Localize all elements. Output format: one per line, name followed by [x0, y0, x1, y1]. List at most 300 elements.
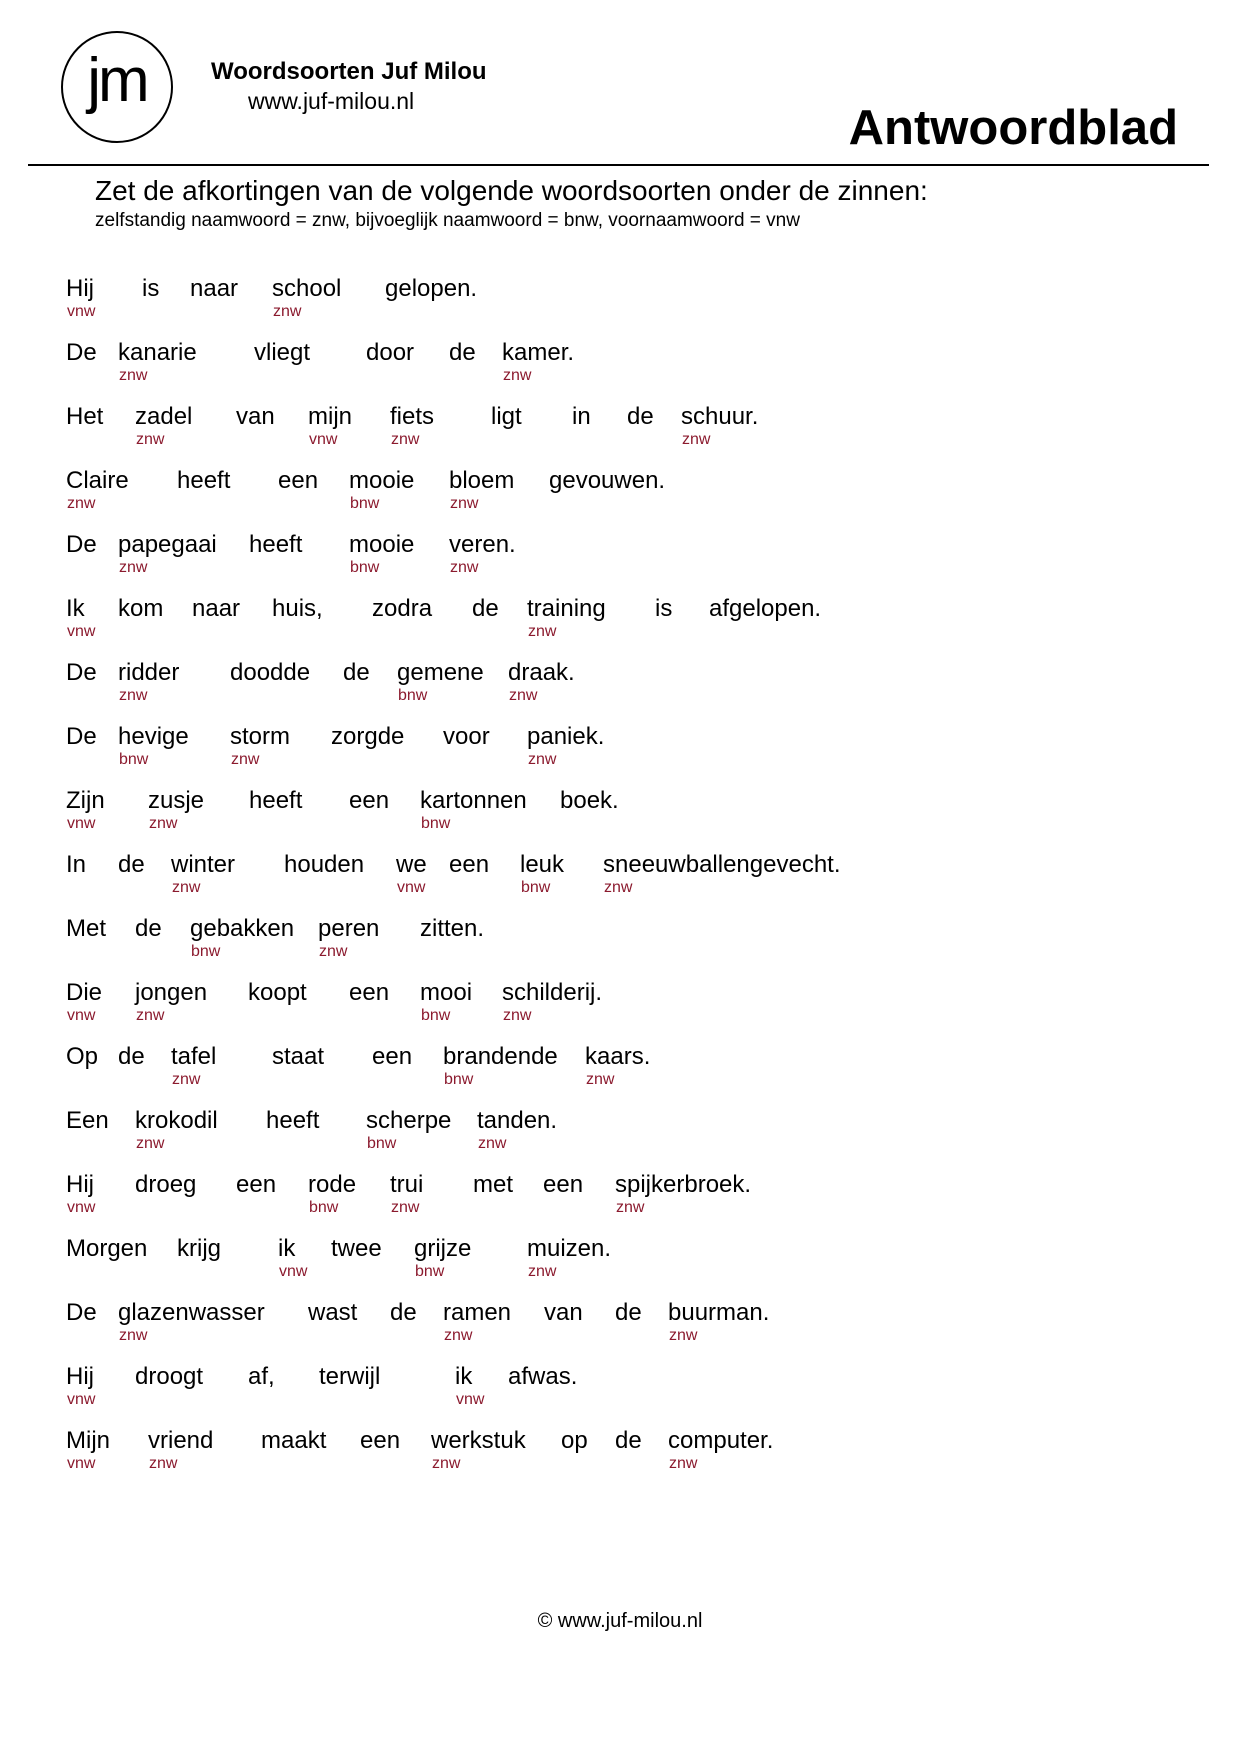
sentence-word [177, 467, 230, 495]
word-text: scherpe [366, 1107, 452, 1134]
sentence-word [366, 339, 414, 367]
word-text: een [236, 1171, 277, 1198]
word-text: de [390, 1299, 417, 1326]
word-text: Zijn [66, 787, 105, 814]
sentence-word [66, 1171, 95, 1217]
sentence-word [615, 1299, 642, 1327]
word-type-tag: bnw [421, 815, 451, 832]
sentence-word [331, 1235, 382, 1263]
word-text: kamer. [502, 339, 575, 366]
sentence-row [0, 979, 1240, 1043]
word-type-tag: znw [172, 879, 201, 896]
sentence-word [236, 403, 275, 431]
word-text: spijkerbroek. [615, 1171, 752, 1198]
sentence-word [431, 1427, 526, 1473]
sentence-row [0, 1427, 1240, 1491]
sentence-word [266, 1107, 319, 1135]
word-type-tag: znw [450, 559, 479, 576]
word-text: kom [118, 595, 164, 622]
word-text: zodra [372, 595, 433, 622]
sentence-word [230, 723, 290, 769]
footer-copyright: © www.juf-milou.nl [537, 1610, 703, 1632]
word-text: Met [66, 915, 107, 942]
word-text: de [627, 403, 654, 430]
word-type-tag: vnw [67, 1007, 96, 1024]
sentence-word [248, 979, 307, 1007]
sentence-row [0, 339, 1240, 403]
word-text: zusje [148, 787, 205, 814]
sentence-word [372, 1043, 412, 1071]
word-text: krijg [177, 1235, 222, 1262]
sentence-word [603, 851, 841, 897]
site-title: Woordsoorten Juf Milou [211, 58, 487, 85]
sentence-word [308, 403, 352, 449]
word-text: Hij [66, 275, 94, 302]
sentence-word [66, 851, 86, 879]
word-text: gelopen. [385, 275, 478, 302]
sentence-word [248, 1363, 275, 1391]
sentence-word [118, 339, 197, 385]
sentence-word [66, 1107, 109, 1135]
sentence-word [420, 915, 484, 943]
word-text: school [272, 275, 342, 302]
sentence-word [318, 915, 379, 961]
word-type-tag: znw [669, 1327, 698, 1344]
word-text: tanden. [477, 1107, 558, 1134]
sentence-word [420, 787, 527, 833]
sentence-word [177, 1235, 221, 1263]
word-text: de [472, 595, 499, 622]
word-text: ligt [491, 403, 522, 430]
sentence-row [0, 787, 1240, 851]
sentence-row [0, 467, 1240, 531]
word-text: wast [308, 1299, 358, 1326]
sentence-row [0, 275, 1240, 339]
word-text: De [66, 723, 97, 750]
word-text: Claire [66, 467, 129, 494]
word-type-tag: znw [682, 431, 711, 448]
word-text: De [66, 531, 97, 558]
word-text: Een [66, 1107, 109, 1134]
word-text: we [396, 851, 427, 878]
word-type-tag: znw [319, 943, 348, 960]
sentence-word [520, 851, 564, 897]
word-text: een [349, 979, 390, 1006]
sentence-word [472, 595, 499, 623]
word-type-tag: znw [136, 1135, 165, 1152]
word-text: houden [284, 851, 365, 878]
sentence-row [0, 531, 1240, 595]
sentence-word [66, 1235, 147, 1263]
logo-text: jm [87, 46, 147, 115]
sentence-word [668, 1427, 773, 1473]
word-text: Mijn [66, 1427, 111, 1454]
sentence-word [118, 1043, 145, 1071]
word-type-tag: bnw [398, 687, 428, 704]
sentence-word [66, 787, 105, 833]
sentence-word [192, 595, 240, 623]
word-text: maakt [261, 1427, 327, 1454]
word-type-tag: znw [444, 1327, 473, 1344]
sentence-list [0, 275, 1240, 1475]
word-text: ridder [118, 659, 180, 686]
sentence-word [397, 659, 484, 705]
word-text: gebakken [190, 915, 295, 942]
sentence-word [527, 595, 606, 641]
word-text: Hij [66, 1171, 94, 1198]
word-text: Hij [66, 1363, 94, 1390]
sentence-word [449, 339, 476, 367]
word-type-tag: znw [172, 1071, 201, 1088]
sentence-word [443, 1299, 511, 1345]
sentence-word [249, 531, 302, 559]
word-text: de [615, 1299, 642, 1326]
word-text: schuur. [681, 403, 759, 430]
sentence-word [319, 1363, 380, 1391]
word-text: trui [390, 1171, 424, 1198]
sentence-word [561, 1427, 588, 1455]
word-text: peren [318, 915, 380, 942]
word-type-tag: znw [586, 1071, 615, 1088]
word-text: droogt [135, 1363, 204, 1390]
word-text: van [236, 403, 275, 430]
word-type-tag: znw [604, 879, 633, 896]
word-text: Op [66, 1043, 99, 1070]
word-text: heeft [177, 467, 231, 494]
word-text: koopt [248, 979, 307, 1006]
word-text: grijze [414, 1235, 472, 1262]
sentence-word [585, 1043, 650, 1089]
word-type-tag: bnw [415, 1263, 445, 1280]
sentence-word [236, 1171, 276, 1199]
sentence-word [272, 1043, 324, 1071]
sentence-word [66, 1427, 110, 1473]
sentence-word [349, 531, 414, 577]
word-type-tag: znw [432, 1455, 461, 1472]
sentence-word [118, 595, 163, 623]
sentence-word [473, 1171, 513, 1199]
sentence-word [449, 467, 514, 513]
sentence-row [0, 915, 1240, 979]
word-text: kaars. [585, 1043, 651, 1070]
sentence-word [118, 531, 217, 577]
word-text: doodde [230, 659, 311, 686]
word-text: door [366, 339, 415, 366]
sentence-word [190, 915, 294, 961]
abbreviation-legend: zelfstandig naamwoord = znw, bijvoeglijk naamwoord = bnw, voornaamwoord = vnw [95, 210, 800, 231]
word-type-tag: znw [119, 559, 148, 576]
word-type-tag: bnw [119, 751, 149, 768]
sentence-word [477, 1107, 557, 1153]
word-text: zitten. [420, 915, 485, 942]
word-text: rode [308, 1171, 357, 1198]
word-text: ramen [443, 1299, 512, 1326]
sentence-word [135, 915, 162, 943]
word-text: Morgen [66, 1235, 148, 1262]
word-text: afwas. [508, 1363, 578, 1390]
word-type-tag: vnw [397, 879, 426, 896]
word-text: buurman. [668, 1299, 770, 1326]
instruction-text: Zet de afkortingen van de volgende woordsoorten onder de zinnen: [95, 175, 928, 206]
word-type-tag: vnw [67, 1391, 96, 1408]
word-text: paniek. [527, 723, 605, 750]
sentence-word [449, 531, 516, 577]
sentence-word [148, 1427, 213, 1473]
sentence-row [0, 851, 1240, 915]
sentence-word [527, 723, 604, 769]
word-text: Die [66, 979, 103, 1006]
sentence-word [331, 723, 404, 751]
sentence-word [66, 723, 97, 751]
word-text: een [360, 1427, 401, 1454]
word-text: naar [192, 595, 241, 622]
word-text: draak. [508, 659, 575, 686]
word-text: werkstuk [431, 1427, 526, 1454]
sentence-word [508, 659, 575, 705]
sentence-word [360, 1427, 400, 1455]
word-text: tafel [171, 1043, 217, 1070]
word-text: met [473, 1171, 514, 1198]
sentence-word [455, 1363, 484, 1409]
sentence-word [135, 1107, 218, 1153]
sentence-word [372, 595, 432, 623]
word-text: de [118, 1043, 145, 1070]
word-text: kartonnen [420, 787, 527, 814]
word-type-tag: znw [503, 367, 532, 384]
sentence-word [118, 723, 189, 769]
sentence-word [66, 339, 97, 367]
word-text: brandende [443, 1043, 558, 1070]
sentence-word [349, 979, 389, 1007]
sentence-word [681, 403, 758, 449]
sentence-word [135, 1171, 196, 1199]
header-divider [28, 164, 1209, 166]
sentence-word [627, 403, 654, 431]
sentence-word [278, 467, 318, 495]
word-text: zadel [135, 403, 193, 430]
sentence-row [0, 1043, 1240, 1107]
word-type-tag: vnw [309, 431, 338, 448]
sentence-word [171, 851, 235, 897]
word-type-tag: znw [528, 751, 557, 768]
sentence-word [615, 1427, 642, 1455]
sentence-word [414, 1235, 471, 1281]
sentence-word [366, 1107, 451, 1153]
sentence-word [385, 275, 477, 303]
word-text: een [449, 851, 490, 878]
sentence-word [66, 531, 97, 559]
sentence-row [0, 403, 1240, 467]
sentence-word [349, 467, 414, 513]
word-type-tag: bnw [350, 495, 380, 512]
word-type-tag: vnw [67, 1199, 96, 1216]
word-type-tag: znw [67, 495, 96, 512]
sentence-word [249, 787, 302, 815]
sentence-word [66, 275, 95, 321]
word-text: boek. [560, 787, 619, 814]
sentence-row [0, 659, 1240, 723]
word-text: droeg [135, 1171, 197, 1198]
word-text: gemene [397, 659, 484, 686]
word-text: winter [171, 851, 236, 878]
sentence-row [0, 1171, 1240, 1235]
word-text: mijn [308, 403, 353, 430]
sentence-word [502, 979, 602, 1025]
word-text: naar [190, 275, 239, 302]
sentence-word [709, 595, 821, 623]
sentence-row [0, 1235, 1240, 1299]
sentence-word [66, 1299, 97, 1327]
word-text: af, [248, 1363, 275, 1390]
word-text: de [118, 851, 145, 878]
word-text: vriend [148, 1427, 214, 1454]
sentence-word [396, 851, 427, 897]
sentence-word [343, 659, 370, 687]
sentence-word [502, 339, 574, 385]
sentence-word [527, 1235, 611, 1281]
sentence-word [66, 403, 103, 431]
sentence-word [549, 467, 665, 495]
sentence-word [543, 1171, 583, 1199]
word-text: huis, [272, 595, 323, 622]
word-text: mooie [349, 531, 415, 558]
word-text: een [372, 1043, 413, 1070]
word-text: papegaai [118, 531, 217, 558]
word-text: fiets [390, 403, 435, 430]
word-text: kanarie [118, 339, 197, 366]
word-type-tag: bnw [309, 1199, 339, 1216]
word-type-tag: znw [149, 1455, 178, 1472]
sentence-word [118, 659, 179, 705]
word-type-tag: vnw [67, 815, 96, 832]
word-text: storm [230, 723, 290, 750]
word-text: afgelopen. [709, 595, 822, 622]
sentence-word [118, 1299, 265, 1345]
word-text: glazenwasser [118, 1299, 265, 1326]
sentence-word [135, 1363, 203, 1391]
sentence-word [66, 1043, 98, 1071]
sentence-word [230, 659, 310, 687]
word-type-tag: bnw [444, 1071, 474, 1088]
sentence-word [308, 1299, 357, 1327]
word-type-tag: znw [528, 623, 557, 640]
word-type-tag: znw [119, 1327, 148, 1344]
sentence-word [491, 403, 522, 431]
word-type-tag: vnw [279, 1263, 308, 1280]
word-type-tag: znw [528, 1263, 557, 1280]
word-text: ik [455, 1363, 473, 1390]
word-type-tag: znw [119, 367, 148, 384]
word-text: leuk [520, 851, 565, 878]
word-type-tag: znw [231, 751, 260, 768]
word-text: mooi [420, 979, 473, 1006]
sentence-word [284, 851, 364, 879]
word-type-tag: vnw [67, 303, 96, 320]
word-text: heeft [249, 787, 303, 814]
word-text: de [343, 659, 370, 686]
word-text: vliegt [254, 339, 311, 366]
sentence-word [390, 1299, 417, 1327]
sentence-word [272, 595, 323, 623]
word-type-tag: vnw [67, 623, 96, 640]
word-type-tag: znw [616, 1199, 645, 1216]
word-type-tag: znw [450, 495, 479, 512]
sentence-word [390, 403, 434, 449]
sentence-row [0, 723, 1240, 787]
word-text: een [278, 467, 319, 494]
word-text: ik [278, 1235, 296, 1262]
sentence-row [0, 595, 1240, 659]
word-type-tag: znw [149, 815, 178, 832]
word-text: De [66, 1299, 97, 1326]
word-type-tag: znw [509, 687, 538, 704]
word-type-tag: vnw [456, 1391, 485, 1408]
sentence-word [349, 787, 389, 815]
sentence-word [560, 787, 619, 815]
word-text: op [561, 1427, 588, 1454]
logo [61, 31, 173, 143]
sentence-word [668, 1299, 769, 1345]
word-text: terwijl [319, 1363, 381, 1390]
word-type-tag: znw [119, 687, 148, 704]
word-type-tag: znw [136, 1007, 165, 1024]
sentence-word [449, 851, 489, 879]
sentence-row [0, 1363, 1240, 1427]
sentence-word [420, 979, 472, 1025]
sentence-row [0, 1299, 1240, 1363]
word-type-tag: znw [273, 303, 302, 320]
sentence-word [66, 1363, 95, 1409]
word-text: is [655, 595, 673, 622]
word-text: de [135, 915, 162, 942]
sentence-word [190, 275, 238, 303]
word-text: sneeuwballengevecht. [603, 851, 841, 878]
word-text: heeft [266, 1107, 320, 1134]
sentence-word [66, 915, 106, 943]
word-text: De [66, 339, 97, 366]
sentence-word [171, 1043, 216, 1089]
word-text: computer. [668, 1427, 774, 1454]
word-text: gevouwen. [549, 467, 666, 494]
sentence-word [390, 1171, 423, 1217]
word-text: muizen. [527, 1235, 612, 1262]
sentence-row [0, 1107, 1240, 1171]
sentence-word [615, 1171, 751, 1217]
sentence-word [272, 275, 341, 321]
word-text: een [349, 787, 390, 814]
word-text: twee [331, 1235, 382, 1262]
word-text: de [449, 339, 476, 366]
sentence-word [261, 1427, 326, 1455]
sentence-word [443, 1043, 558, 1089]
word-type-tag: bnw [421, 1007, 451, 1024]
word-text: hevige [118, 723, 189, 750]
word-type-tag: bnw [367, 1135, 397, 1152]
sentence-word [135, 979, 207, 1025]
word-text: zorgde [331, 723, 405, 750]
word-type-tag: bnw [521, 879, 551, 896]
sentence-word [254, 339, 310, 367]
word-text: De [66, 659, 97, 686]
word-text: in [572, 403, 591, 430]
sentence-word [443, 723, 490, 751]
word-type-tag: znw [391, 1199, 420, 1216]
sentence-word [655, 595, 672, 623]
word-text: Ik [66, 595, 85, 622]
word-type-tag: znw [136, 431, 165, 448]
word-text: de [615, 1427, 642, 1454]
word-text: jongen [135, 979, 208, 1006]
